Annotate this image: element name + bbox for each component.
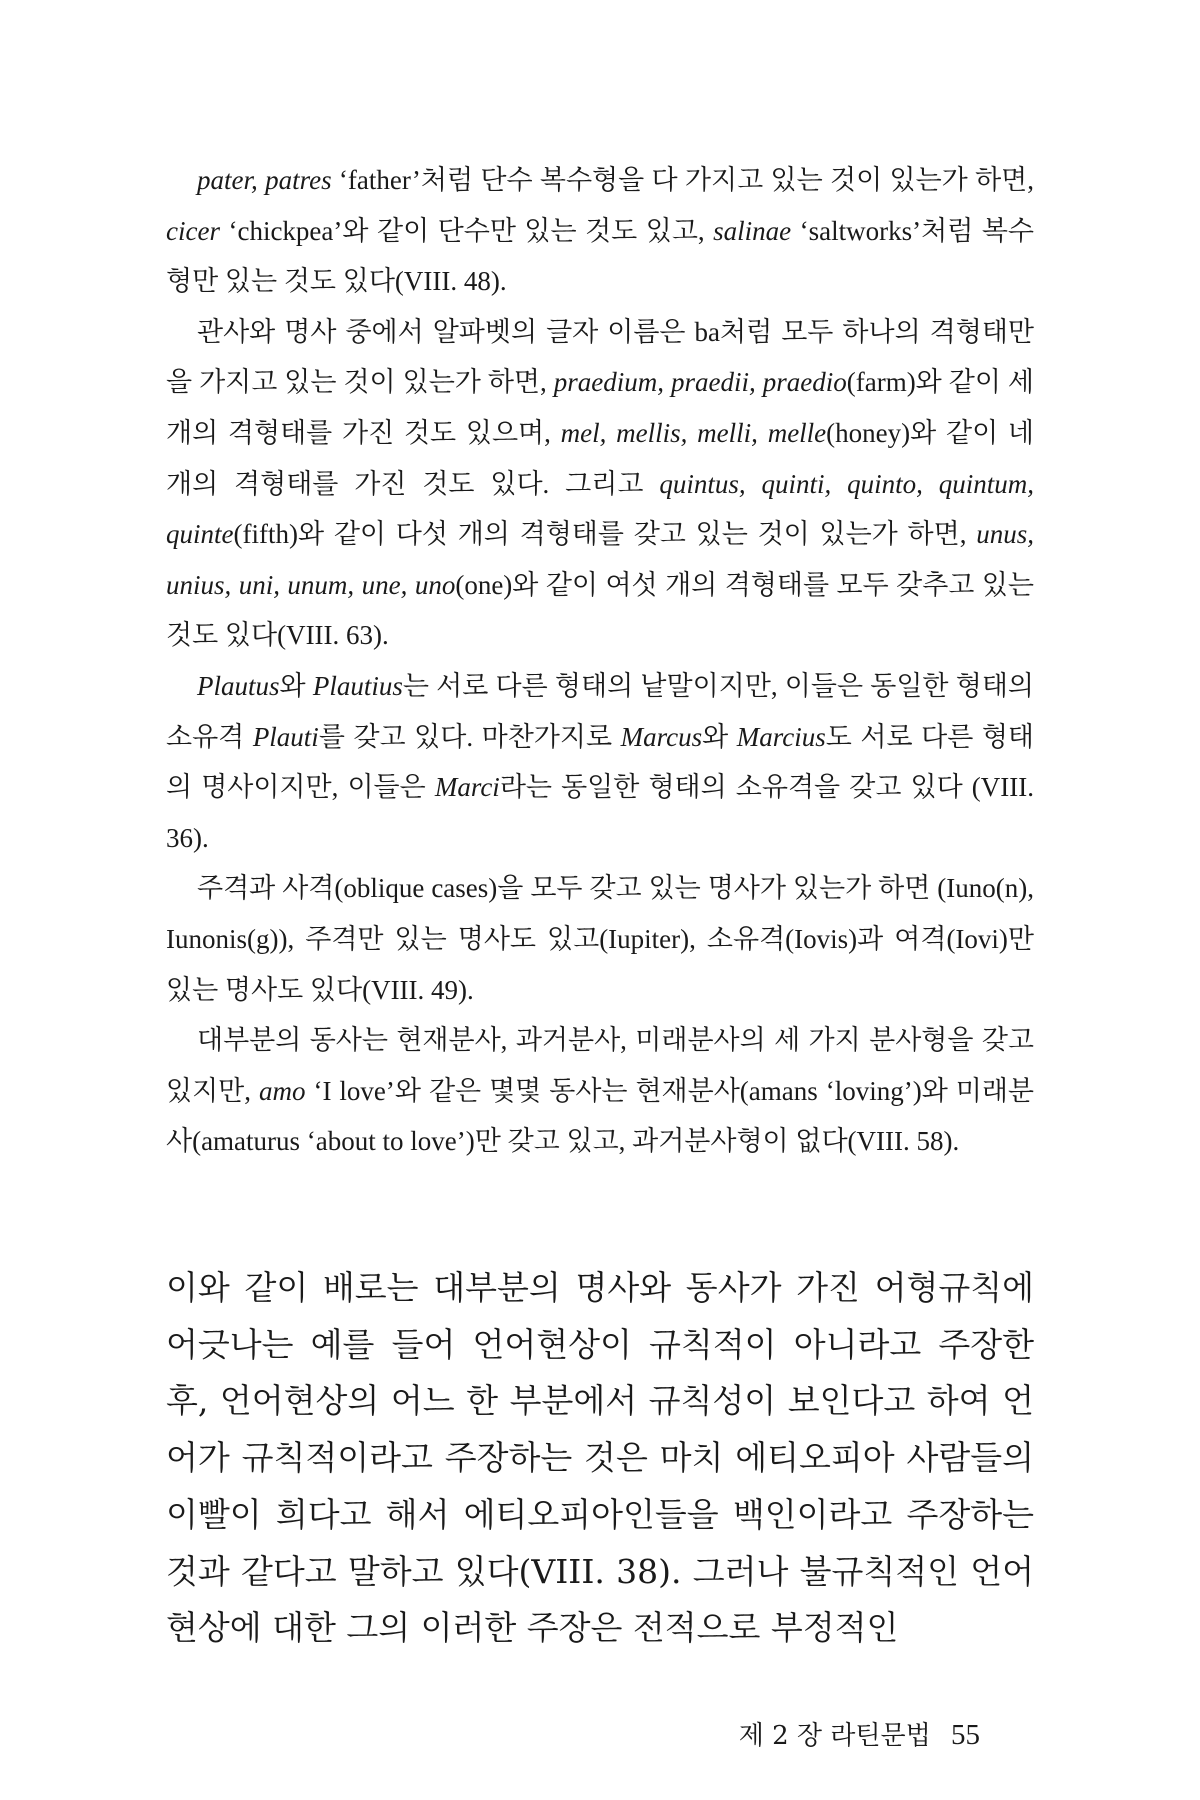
latin-term: Plauti — [252, 721, 319, 752]
text-run: ‘chickpea’와 같이 단수만 있는 것도 있고, — [219, 215, 714, 246]
chapter-title: 제 2 장 라틴문법 — [738, 1721, 931, 1751]
quote-paragraph-4 — [166, 863, 1034, 1015]
main-body-text — [166, 1260, 1034, 1657]
latin-term: unus, unius, uni, unum, une, uno — [166, 519, 1034, 600]
text-run: 대부분의 동사는 현재분사, 과거분사, 미래분사의 세 가지 분사형을 갖고 있지만, — [166, 1025, 1034, 1106]
quote-paragraph-5 — [166, 1015, 1034, 1167]
text-run: (farm)와 같이 세 개의 격형태를 가진 것도 있으며, — [166, 367, 1034, 448]
latin-term: Marci — [434, 772, 500, 803]
latin-term: salinae — [713, 215, 792, 246]
main-paragraph: 이와 같이 배로는 대부분의 명사와 동사가 가진 어형규칙에 어긋나는 예를 들어 언어현상이 규칙적이 아니라고 주장한 후, 언어현상의 어느 한 부분에서 규칙성이 보인다고 하여 언어가 규칙적이라고 주장하는 것은 마치 에티오피아 사람들의 이빨이 희다고 해서 에티오피아인들을 백인이라고 주장하는 것과 같다고 말하고 있다(VIII. 38). 그러나 불규칙적인 언어현상에 대한 그의 이러한 주장은 전적으로 부정적인 — [166, 1268, 1035, 1648]
latin-term: Plautius — [312, 670, 403, 701]
latin-term: cicer — [166, 215, 220, 246]
latin-term: Marcius — [736, 721, 826, 752]
quote-paragraph-2 — [166, 307, 1034, 661]
latin-term: praedium, praedii, praedio — [553, 367, 847, 398]
text-run: (fifth)와 같이 다섯 개의 격형태를 갖고 있는 것이 있는가 하면, — [233, 519, 977, 550]
text-run: 주격과 사격(oblique cases)을 모두 갖고 있는 명사가 있는가 하면 (Iuno(n), Iunonis(g)), 주격만 있는 명사도 있고(Iupiter), 소유격(Iovis)과 여격(Iovi)만 있는 명사도 있다(VIII. 49). — [166, 873, 1034, 1005]
text-run: ‘I love’와 같은 몇몇 동사는 현재분사(amans ‘loving’)와 미래분사(amaturus ‘about to love’)만 갖고 있고, 과거분사형이 없다(VIII. 58). — [166, 1075, 1035, 1157]
text-run: 도 서로 다른 형태의 명사이지만, 이들은 — [166, 721, 1034, 803]
quote-paragraph-3 — [166, 661, 1034, 863]
text-run: (honey)와 같이 네 개의 격형태를 가진 것도 있다. 그리고 — [166, 417, 1035, 499]
latin-term: quintus, quinti, quinto, quintum, quinte — [166, 468, 1034, 550]
page-number: 55 — [951, 1719, 980, 1751]
text-run: 라는 동일한 형태의 소유격을 갖고 있다 (VIII. 36). — [166, 772, 1034, 853]
text-run: ‘father’처럼 단수 복수형을 다 가지고 있는 것이 있는가 하면, — [331, 165, 1034, 195]
text-run: 관사와 명사 중에서 알파벳의 글자 이름은 ba처럼 모두 하나의 격형태만을 가지고 있는 것이 있는가 하면, — [166, 316, 1034, 398]
text-run: (one)와 같이 여섯 개의 격형태를 모두 갖추고 있는 것도 있다(VIII. 63). — [166, 569, 1034, 651]
page-footer — [739, 1715, 980, 1752]
text-run: ‘saltworks’처럼 복수형만 있는 것도 있다(VIII. 48). — [166, 215, 1034, 297]
text-run: 는 서로 다른 형태의 낱말이지만, 이들은 동일한 형태의 소유격 — [166, 670, 1034, 752]
text-run: 와 — [279, 670, 313, 701]
latin-term: amo — [258, 1075, 306, 1106]
latin-term: Marcus — [620, 721, 703, 752]
quoted-examples-block — [166, 155, 1034, 1167]
latin-term: mel, mellis, melli, melle — [560, 417, 827, 448]
text-run: 를 갖고 있다. 마찬가지로 — [318, 721, 621, 752]
text-run: 와 — [702, 721, 737, 752]
latin-term: Plautus — [197, 670, 280, 701]
quote-paragraph-1 — [166, 155, 1034, 307]
latin-term: pater, patres — [197, 165, 332, 195]
